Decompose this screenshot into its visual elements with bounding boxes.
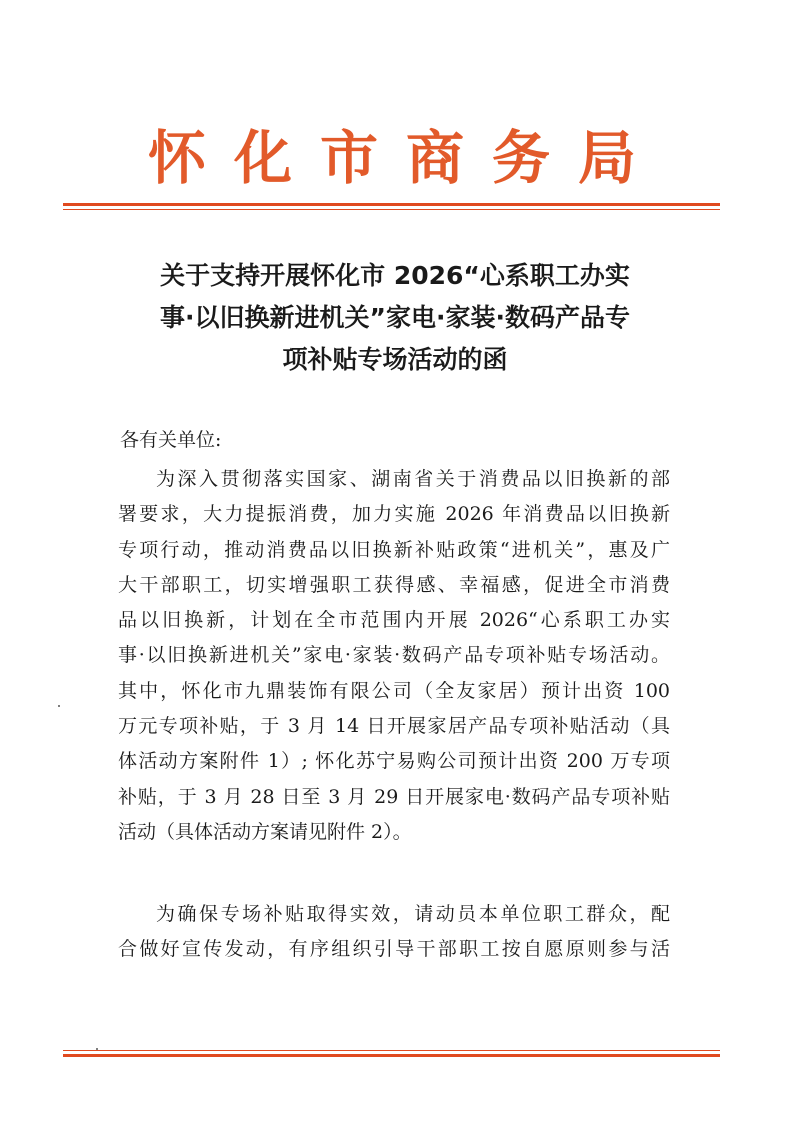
document-title	[100, 255, 690, 381]
title-line: 事·以旧换新进机关”家电·家装·数码产品专	[160, 303, 630, 332]
paragraph-line: 品以旧换新，计划在全市范围内开展 2026“心系职工办实	[118, 609, 670, 632]
paragraph-line: 署要求，大力提振消费，加力实施 2026 年消费品以旧换新	[118, 503, 670, 526]
paragraph-line: 活动（具体活动方案请见附件 2）。	[118, 820, 412, 843]
paragraph-line: 补贴，于 3 月 28 日至 3 月 29 日开展家电·数码产品专项补贴	[118, 785, 670, 808]
paragraph-line: 为确保专场补贴取得实效，请动员本单位职工群众，配	[156, 903, 670, 925]
paragraph-line: 为深入贯彻落实国家、湖南省关于消费品以旧换新的部	[156, 468, 670, 490]
scan-speck	[96, 1048, 98, 1050]
title-line: 关于支持开展怀化市 2026“心系职工办实	[160, 261, 630, 290]
footer-divider-thin	[63, 1050, 720, 1051]
body-paragraph-2	[118, 897, 670, 968]
header-divider-thin	[63, 209, 720, 210]
issuing-organization-header: 怀化市商务局	[147, 124, 664, 192]
paragraph-line: 事·以旧换新进机关”家电·家装·数码产品专项补贴专场活动。	[118, 644, 670, 667]
paragraph-line: 其中，怀化市九鼎装饰有限公司（全友家居）预计出资 100	[118, 679, 670, 702]
body-paragraph-1	[118, 462, 670, 850]
paragraph-line: 专项行动，推动消费品以旧换新补贴政策“进机关”，惠及广	[118, 538, 670, 561]
header-divider-thick	[63, 203, 720, 206]
paragraph-line: 体活动方案附件 1）; 怀化苏宁易购公司预计出资 200 万专项	[118, 750, 670, 773]
paragraph-line: 大干部职工，切实增强职工获得感、幸福感，促进全市消费	[118, 573, 670, 596]
paragraph-line: 合做好宣传发动，有序组织引导干部职工按自愿原则参与活	[118, 938, 670, 961]
footer-divider-thick	[63, 1054, 720, 1057]
paragraph-line: 万元专项补贴，于 3 月 14 日开展家居产品专项补贴活动（具	[118, 715, 670, 738]
scan-speck	[58, 705, 60, 707]
salutation: 各有关单位:	[120, 429, 222, 451]
title-line: 项补贴专场活动的函	[282, 345, 508, 374]
